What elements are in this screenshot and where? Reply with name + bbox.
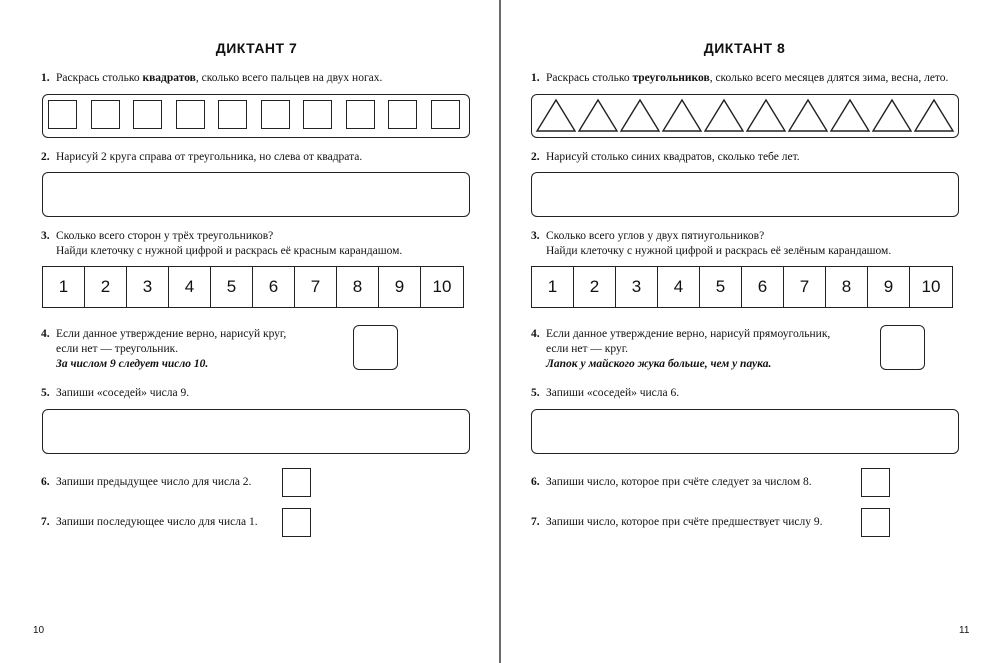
question-5: 5. Запиши «соседей» числа 9. <box>41 387 190 399</box>
dictation-title: ДИКТАНТ 7 <box>215 40 298 56</box>
grid-cell[interactable]: 6 <box>253 267 295 307</box>
grid-cell[interactable]: 6 <box>742 267 784 307</box>
page-number: 10 <box>33 625 45 636</box>
grid-cell[interactable]: 2 <box>85 267 127 307</box>
grid-cell[interactable]: 3 <box>127 267 169 307</box>
color-square[interactable] <box>303 100 332 129</box>
color-square[interactable] <box>133 100 162 129</box>
grid-cell[interactable]: 3 <box>616 267 658 307</box>
triangles-row <box>532 95 956 135</box>
grid-cell[interactable]: 4 <box>169 267 211 307</box>
grid-cell[interactable]: 9 <box>379 267 421 307</box>
color-triangle[interactable] <box>831 100 869 131</box>
drawing-area[interactable] <box>531 172 959 217</box>
grid-cell[interactable]: 1 <box>43 267 85 307</box>
triangles-frame <box>531 94 959 138</box>
question-2: 2. Нарисуй столько синих квадратов, сколько тебе лет. <box>531 151 800 163</box>
number-grid <box>42 266 464 308</box>
grid-cell[interactable]: 10 <box>432 277 452 296</box>
answer-square[interactable] <box>282 468 311 497</box>
question-4: 4. Если данное утверждение верно, нарисуй круг, если нет — треугольник. За числом 9 следует число 10. <box>41 328 287 370</box>
question-6: 6. Запиши предыдущее число для числа 2. <box>41 476 252 488</box>
color-triangle[interactable] <box>873 100 911 131</box>
grid-cell[interactable]: 10 <box>921 277 941 296</box>
grid-cell[interactable]: 1 <box>532 267 574 307</box>
question-2: 2. Нарисуй 2 круга справа от треугольника, но слева от квадрата. <box>41 151 363 163</box>
grid-cell[interactable]: 7 <box>784 267 826 307</box>
grid-cell[interactable]: 8 <box>337 267 379 307</box>
color-square[interactable] <box>388 100 417 129</box>
question-4: 4. Если данное утверждение верно, нарисуй прямоугольник, если нет — круг. Лапок у майского жука больше, чем у паука. <box>531 328 831 370</box>
dictation-title: ДИКТАНТ 8 <box>703 40 786 56</box>
question-6: 6. Запиши число, которое при счёте следует за числом 8. <box>531 476 812 488</box>
page-number: 11 <box>959 625 970 636</box>
question-7: 7. Запиши число, которое при счёте предшествует числу 9. <box>531 516 823 528</box>
grid-cell[interactable]: 9 <box>868 267 910 307</box>
question-1: 1. Раскрась столько треугольников, сколько всего месяцев длятся зима, весна, лето. <box>531 72 949 84</box>
color-triangle[interactable] <box>705 100 743 131</box>
grid-cell[interactable]: 5 <box>700 267 742 307</box>
color-square[interactable] <box>431 100 460 129</box>
question-1: 1. Раскрась столько квадратов, сколько всего пальцев на двух ногах. <box>41 72 383 84</box>
color-triangle[interactable] <box>621 100 659 131</box>
answer-box[interactable] <box>880 325 925 370</box>
color-square[interactable] <box>261 100 290 129</box>
question-3: 3. Сколько всего углов у двух пятиугольников? Найди клеточку с нужной цифрой и раскрась её зелёным карандашом. <box>531 230 892 257</box>
answer-square[interactable] <box>282 508 311 537</box>
squares-frame <box>42 94 470 138</box>
color-triangle[interactable] <box>537 100 575 131</box>
color-square[interactable] <box>91 100 120 129</box>
answer-square[interactable] <box>861 468 890 497</box>
right-page <box>501 0 1000 663</box>
color-triangle[interactable] <box>663 100 701 131</box>
color-triangle[interactable] <box>789 100 827 131</box>
color-triangle[interactable] <box>579 100 617 131</box>
answer-area[interactable] <box>531 409 959 454</box>
answer-area[interactable] <box>42 409 470 454</box>
grid-cell[interactable]: 8 <box>826 267 868 307</box>
color-square[interactable] <box>218 100 247 129</box>
color-square[interactable] <box>48 100 77 129</box>
left-page <box>0 0 499 663</box>
question-5: 5. Запиши «соседей» числа 6. <box>531 387 680 399</box>
grid-cell[interactable]: 7 <box>295 267 337 307</box>
color-square[interactable] <box>346 100 375 129</box>
answer-box[interactable] <box>353 325 398 370</box>
color-triangle[interactable] <box>915 100 953 131</box>
question-7: 7. Запиши последующее число для числа 1. <box>41 516 258 528</box>
grid-cell[interactable]: 5 <box>211 267 253 307</box>
grid-cell[interactable]: 2 <box>574 267 616 307</box>
number-grid <box>531 266 953 308</box>
answer-square[interactable] <box>861 508 890 537</box>
question-3: 3. Сколько всего сторон у трёх треугольников? Найди клеточку с нужной цифрой и раскрась её красным карандашом. <box>41 230 403 257</box>
grid-cell[interactable]: 4 <box>658 267 700 307</box>
color-triangle[interactable] <box>747 100 785 131</box>
color-square[interactable] <box>176 100 205 129</box>
drawing-area[interactable] <box>42 172 470 217</box>
